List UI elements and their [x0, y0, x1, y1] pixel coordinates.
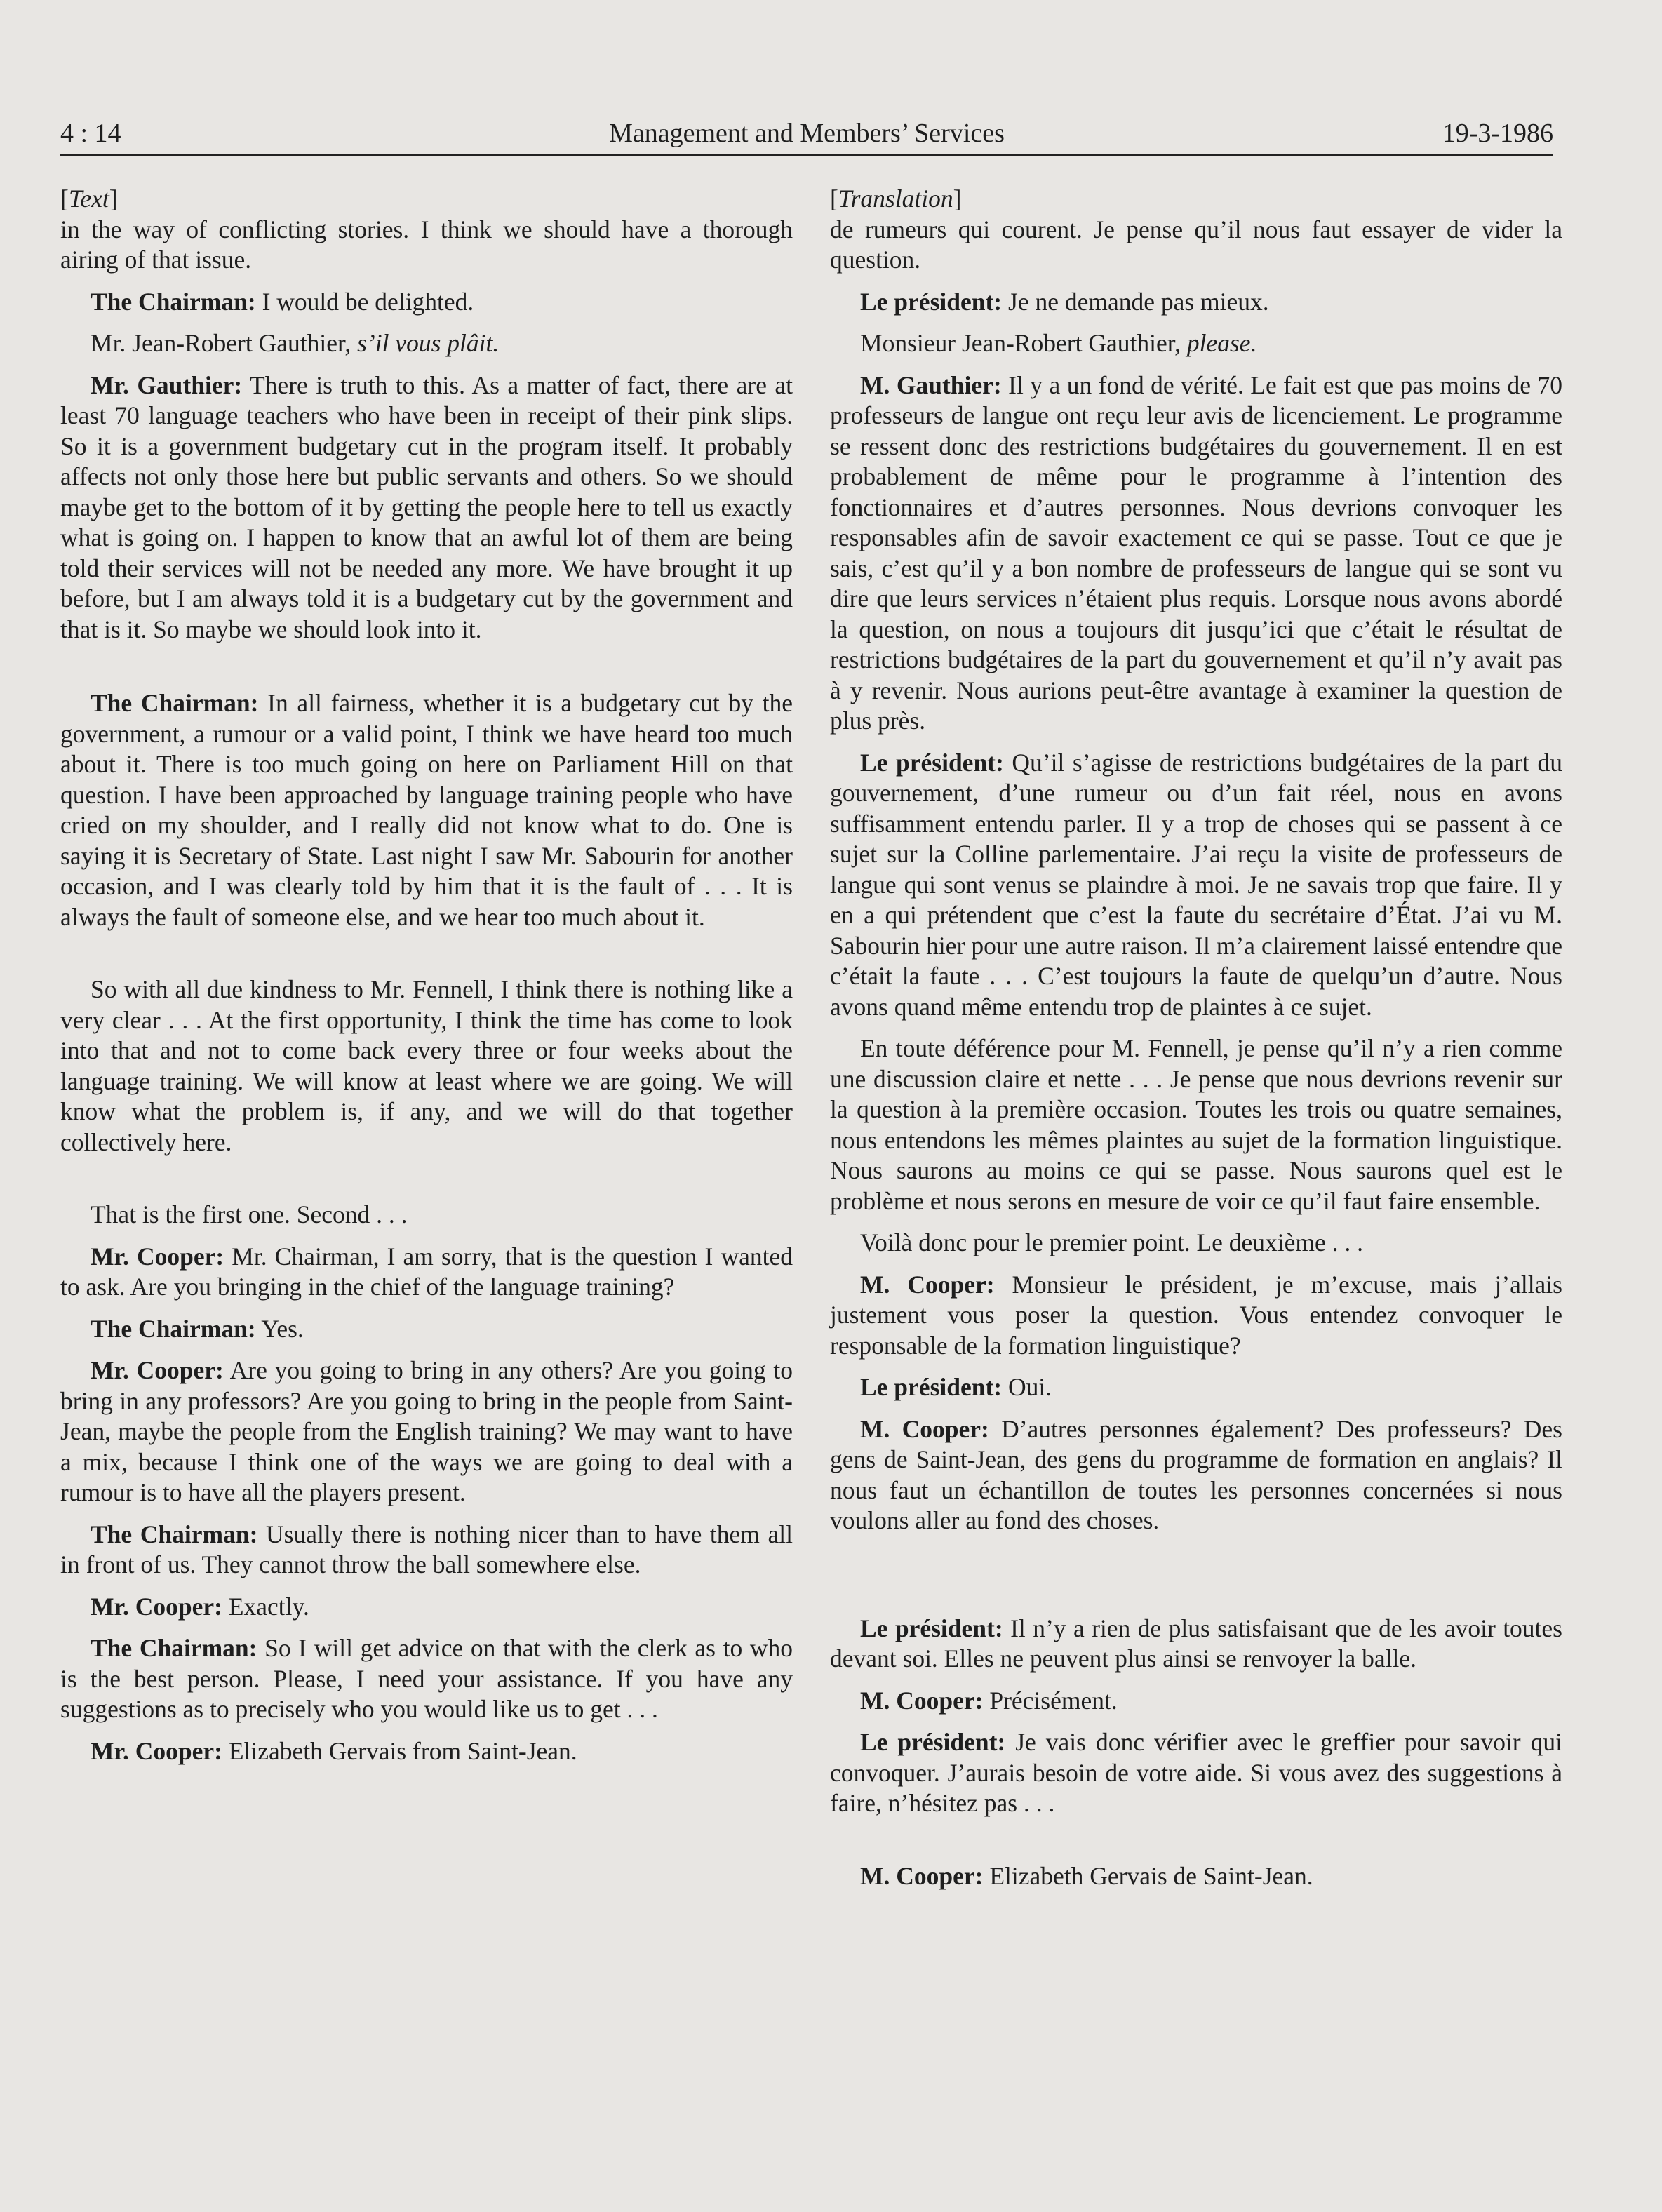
speech-paragraph: Le président: Je ne demande pas mieux. — [860, 287, 1269, 316]
column-label: [Translation] — [830, 185, 962, 213]
speech-paragraph: M. Cooper: D’autres personnes également? Des professeurs? Des gens de Saint-Jean, des gens du programme de formation en anglais? Il nous faut un échantillon de toutes les personnes concernées si nous voulons aller au fond des choses. — [830, 1414, 1562, 1534]
header-date: 19-3-1986 — [1442, 119, 1553, 148]
speaker-name: M. Cooper: — [860, 1270, 995, 1299]
speaker-name: Mr. Cooper: — [91, 1736, 222, 1765]
speaker-name: M. Cooper: — [860, 1414, 989, 1443]
speaker-name: The Chairman: — [91, 1634, 257, 1662]
speech-paragraph: Le président: Il n’y a rien de plus satisfaisant que de les avoir toutes devant soi. Elles ne peuvent plus ainsi se renvoyer la balle. — [830, 1614, 1562, 1673]
speaker-name: Le président: — [860, 287, 1003, 316]
paragraph: de rumeurs qui courent. Je pense qu’il nous faut essayer de vider la question. — [830, 215, 1562, 274]
speaker-name: Mr. Gauthier: — [91, 370, 243, 399]
speech-paragraph: The Chairman: Usually there is nothing nicer than to have them all in front of us. They cannot throw the ball somewhere else. — [60, 1520, 793, 1578]
speech-paragraph: Mr. Gauthier: There is truth to this. As a matter of fact, there are at least 70 language teachers who have been in receipt of their pink slips. So it is a government budgetary cut in the program itself. It probably affects not only those here but public servants and others. So we should maybe get to the bottom of it by getting the people here to tell us exactly what is going on. I happen to know that an awful lot of them are being told their services will not be needed any more. We have brought it up before, but I am always told it is a budgetary cut by the government and that is it. So maybe we should look into it. — [60, 370, 793, 643]
header-rule — [60, 154, 1553, 156]
speaker-name: M. Cooper: — [860, 1861, 984, 1890]
paragraph: That is the first one. Second . . . — [91, 1200, 408, 1228]
speaker-name: M. Gauthier: — [860, 370, 1002, 399]
speech-paragraph: Mr. Cooper: Exactly. — [91, 1592, 309, 1621]
paragraph: in the way of conflicting stories. I think we should have a thorough airing of that issue. — [60, 215, 793, 274]
speech-paragraph: M. Cooper: Monsieur le président, je m’excuse, mais j’allais justement vous poser la question. Vous entendez convoquer le responsable de la formation linguistique? — [830, 1270, 1562, 1360]
speech-paragraph: Mr. Cooper: Mr. Chairman, I am sorry, that is the question I wanted to ask. Are you bringing in the chief of the language training? — [60, 1242, 793, 1301]
speaker-name: Le président: — [860, 1728, 1006, 1756]
speech-paragraph: M. Cooper: Elizabeth Gervais de Saint-Jean. — [860, 1861, 1313, 1890]
paragraph: So with all due kindness to Mr. Fennell, I think there is nothing like a very clear . . . At the first opportunity, I think the time has come to look into that and not to come back every three or four weeks about the language training. We will know at least where we are going. We will know what the problem is, if any, and we will do that together collectively here. — [60, 975, 793, 1156]
speech-paragraph: The Chairman: In all fairness, whether it is a budgetary cut by the government, a rumour or a valid point, I think we have heard too much about it. There is too much going on here on Parliament Hill on that question. I have been approached by language training people who have cried on my shoulder, and I really did not know what to do. One is saying it is Secretary of State. Last night I saw Mr. Sabourin for another occasion, and I was clearly told by him that it is the fault of . . . It is always the fault of someone else, and we hear too much about it. — [60, 689, 793, 931]
speaker-name: M. Cooper: — [860, 1686, 984, 1715]
french-column — [830, 184, 1562, 1891]
running-title: Management and Members’ Services — [609, 119, 1005, 148]
paragraph: Monsieur Jean-Robert Gauthier, please. — [860, 329, 1257, 357]
speech-paragraph: The Chairman: I would be delighted. — [91, 287, 474, 316]
speech-paragraph: Mr. Cooper: Are you going to bring in any others? Are you going to bring in any professors? Are you going to bring in the people from Saint-Jean, maybe the people from the English training? We may want to have a mix, because I think one of the ways we are going to deal with a rumour is to have all the players present. — [60, 1356, 793, 1506]
speaker-name: Le président: — [860, 1373, 1003, 1401]
english-column — [60, 184, 793, 1767]
speech-paragraph: The Chairman: So I will get advice on that with the clerk as to who is the best person. Please, I need your assistance. If you have any suggestions as to precisely who you would like us to get . . . — [60, 1634, 793, 1723]
page-header — [60, 112, 1553, 154]
speaker-name: The Chairman: — [91, 689, 259, 717]
paragraph: En toute déférence pour M. Fennell, je pense qu’il n’y a rien comme une discussion claire et nette . . . Je pense que nous devrions revenir sur la question à la première occasion. Toutes les trois ou quatre semaines, nous entendons les mêmes plaintes au sujet de la formation linguistique. Nous saurons au moins ce qui se passe. Nous saurons quel est le problème et nous serons en mesure de voir ce qu’il faut faire ensemble. — [830, 1034, 1562, 1215]
column-label: [Text] — [60, 185, 118, 213]
speech-paragraph: M. Cooper: Précisément. — [860, 1686, 1118, 1715]
speaker-name: The Chairman: — [91, 1520, 258, 1548]
page-number: 4 : 14 — [60, 119, 121, 148]
speaker-name: Le président: — [860, 1614, 1003, 1642]
speech-paragraph: Le président: Qu’il s’agisse de restrictions budgétaires de la part du gouvernement, d’une rumeur ou d’un fait réel, nous en avons suffisamment entendu parler. Il y a trop de choses qui se passent à ce sujet sur la Colline parlementaire. J’ai reçu la visite de professeurs de langue qui sont venus se plaindre à moi. Je ne savais trop que faire. Il y en a qui prétendent que c’est la faute du secrétaire d’État. J’ai vu M. Sabourin hier pour une autre raison. Il m’a clairement laissé entendre que c’était la faute . . . C’est toujours la faute de quelqu’un d’autre. Nous avons quand même entendu trop de plaintes à ce sujet. — [830, 748, 1562, 1021]
paragraph: Mr. Jean-Robert Gauthier, s’il vous plâit. — [91, 329, 500, 357]
speech-paragraph: The Chairman: Yes. — [91, 1314, 304, 1343]
speaker-name: The Chairman: — [91, 287, 256, 316]
speaker-name: Le président: — [860, 748, 1004, 777]
speech-paragraph: Le président: Oui. — [860, 1373, 1052, 1401]
speaker-name: Mr. Cooper: — [91, 1242, 224, 1271]
speaker-name: Mr. Cooper: — [91, 1592, 222, 1621]
speech-paragraph: M. Gauthier: Il y a un fond de vérité. Le fait est que pas moins de 70 professeurs de langue ont reçu leur avis de licenciement. Le programme se ressent donc des restrictions budgétaires du gouvernement. Il en est probablement de même pour le programme à l’intention des fonctionnaires et d’autres personnes. Nous devrions convoquer les responsables afin de savoir exactement ce qui se passe. Tout ce que je sais, c’est qu’il y a bon nombre de professeurs de langue qui se sont vu dire que leurs services n’étaient plus requis. Lorsque nous avons abordé la question, on nous a toujours dit jusqu’ici que c’était le résultat de restrictions budgétaires de la part du gouvernement et qu’il n’y avait pas à y revenir. Nous aurions peut-être avantage à examiner la question de plus près. — [830, 370, 1562, 735]
speech-paragraph: Le président: Je vais donc vérifier avec le greffier pour savoir qui convoquer. J’aurais besoin de votre aide. Si vous avez des suggestions à faire, n’hésitez pas . . . — [830, 1728, 1562, 1817]
speaker-name: Mr. Cooper: — [91, 1356, 224, 1384]
speech-paragraph: Mr. Cooper: Elizabeth Gervais from Saint-Jean. — [91, 1736, 577, 1765]
speaker-name: The Chairman: — [91, 1314, 256, 1343]
paragraph: Voilà donc pour le premier point. Le deuxième . . . — [860, 1228, 1364, 1256]
